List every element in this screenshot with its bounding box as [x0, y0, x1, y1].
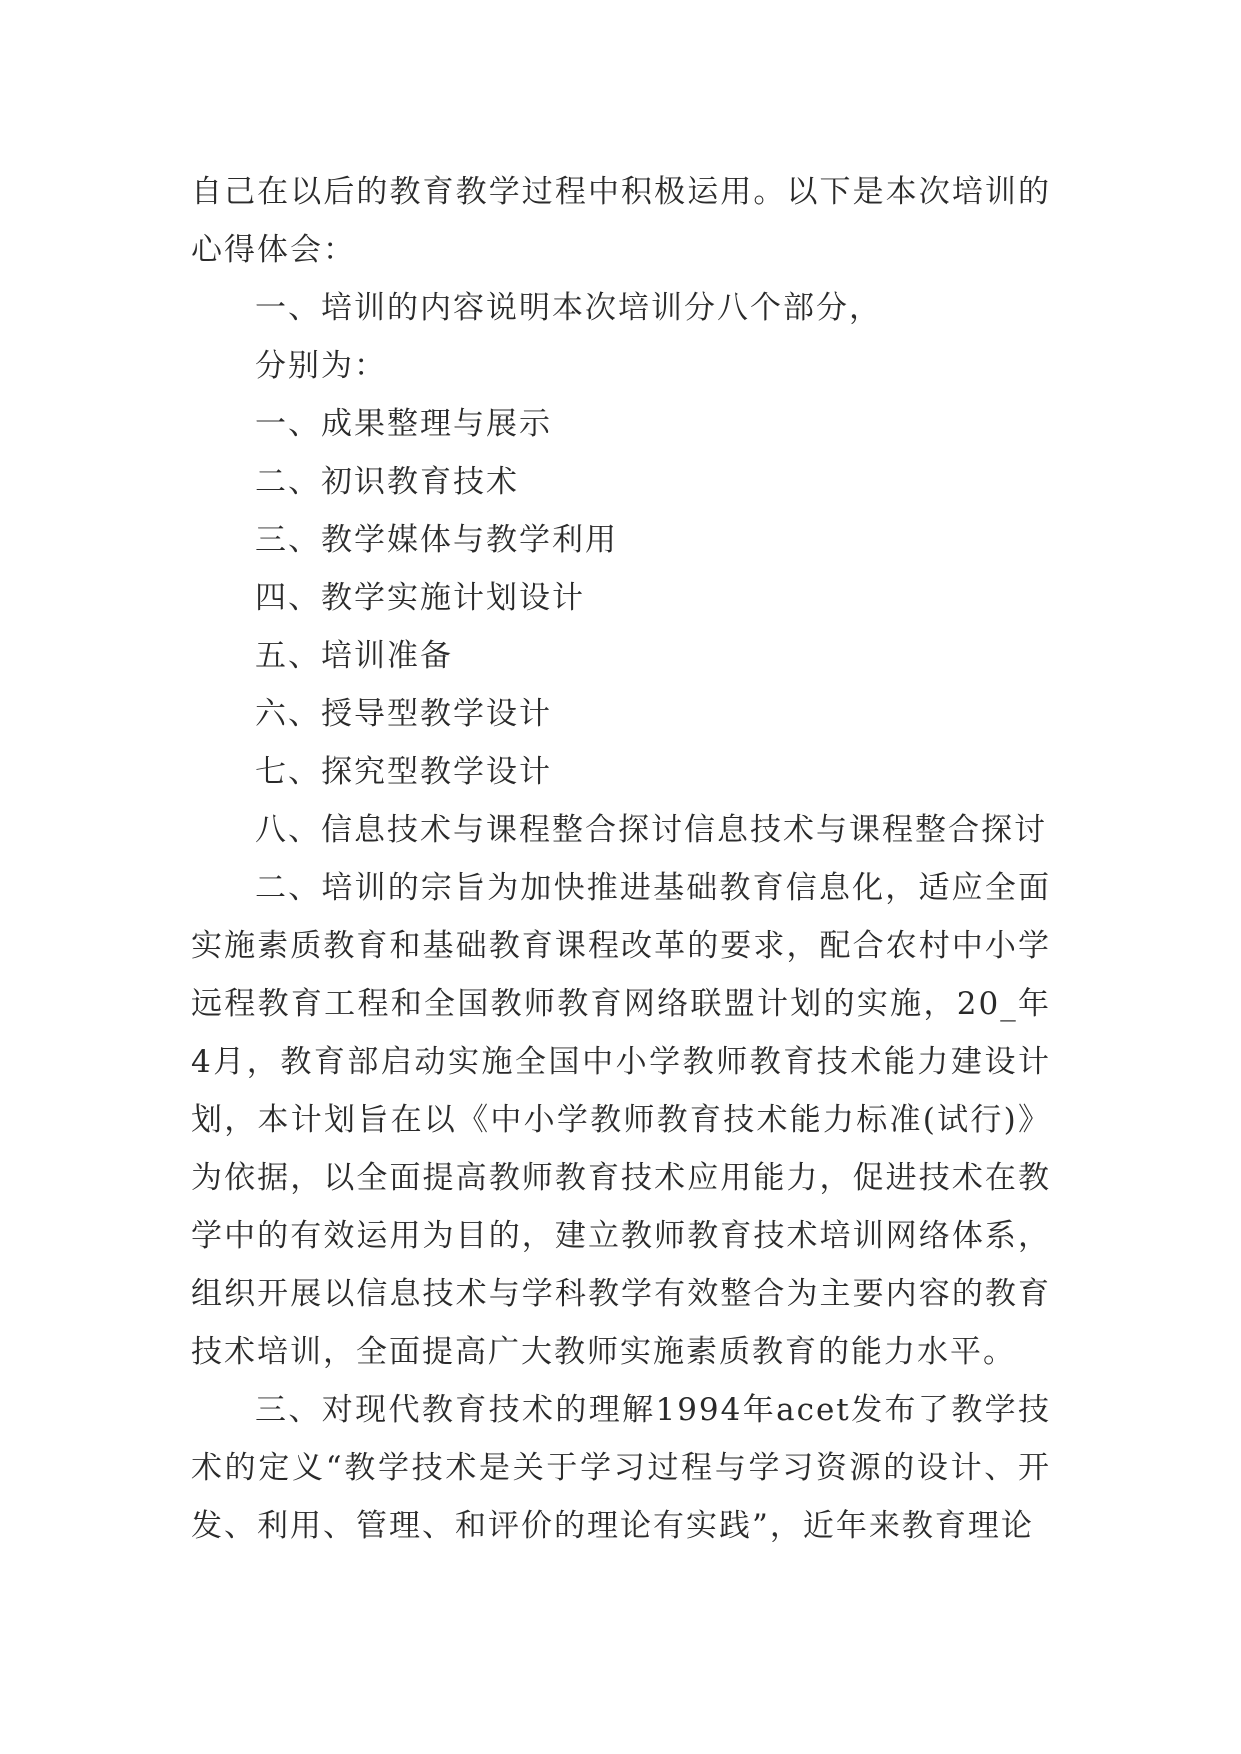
list-item: 三、教学媒体与教学利用 — [255, 522, 618, 558]
list-item: 五、培训准备 — [255, 638, 453, 674]
list-item: 七、探究型教学设计 — [255, 754, 552, 790]
paragraph: 自己在以后的教育教学过程中积极运用。以下是本次培训的心得体会： — [191, 174, 1051, 268]
list-item: 四、教学实施计划设计 — [255, 580, 585, 616]
document-body — [191, 163, 1051, 1555]
paragraph: 分别为： — [255, 348, 387, 384]
list-item: 一、成果整理与展示 — [255, 406, 552, 442]
list-item: 八、信息技术与课程整合探讨信息技术与课程整合探讨 — [255, 812, 1047, 848]
list-item: 二、初识教育技术 — [255, 464, 519, 500]
paragraph: 三、对现代教育技术的理解1994年acet发布了教学技术的定义“教学技术是关于学习过程与学习资源的设计、开发、利用、管理、和评价的理论有实践”，近年来教育理论 — [191, 1392, 1051, 1544]
list-item: 六、授导型教学设计 — [255, 696, 552, 732]
paragraph: 二、培训的宗旨为加快推进基础教育信息化，适应全面实施素质教育和基础教育课程改革的要求，配合农村中小学远程教育工程和全国教师教育网络联盟计划的实施，20_年4月，教育部启动实施全国中小学教师教育技术能力建设计划，本计划旨在以《中小学教师教育技术能力标准(试行)》为依据，以全面提高教师教育技术应用能力，促进技术在教学中的有效运用为目的，建立教师教育技术培训网络体系，组织开展以信息技术与学科教学有效整合为主要内容的教育技术培训，全面提高广大教师实施素质教育的能力水平。 — [191, 870, 1051, 1370]
paragraph: 一、培训的内容说明本次培训分八个部分， — [255, 290, 882, 326]
